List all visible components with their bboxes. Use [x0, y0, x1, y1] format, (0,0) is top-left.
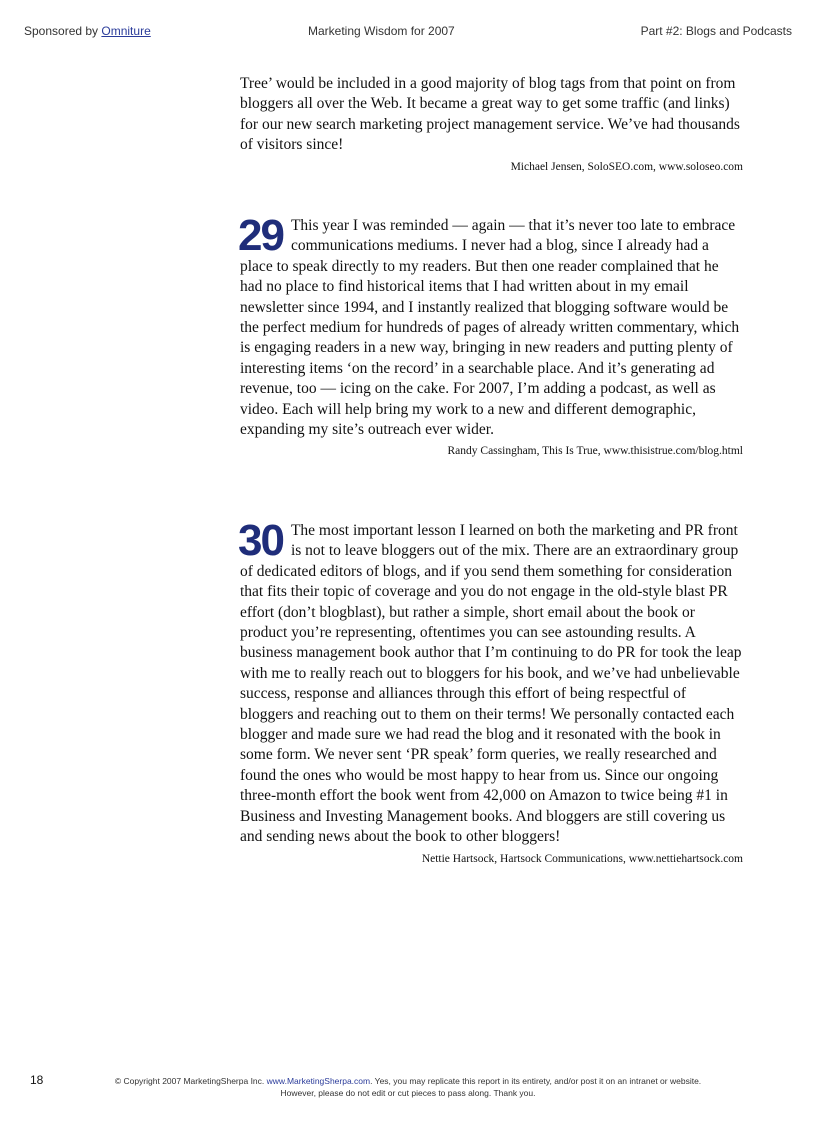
entry-attribution: Randy Cassingham, This Is True, www.thisistrue.com/blog.html: [447, 445, 743, 458]
entry-text: The most important lesson I learned on both the marketing and PR front is not to leave bloggers out of the mix. There are an extraordinary group of dedicated editors of blogs, and if you send them something for consideration that fits their topic of coverage and you do not engage in the old-style blast PR effort (don’t blogblast), but rather a simple, short email about the book or product you’re representing, oftentimes you can see astounding results. A business management book author that I’m continuing to do PR for took the leap with me to really reach out to bloggers for his book, and we’ve had unbelievable success, response and alliances through this effort of being respectful of bloggers and reaching out to them on their terms! We personally contacted each blogger and made sure we had read the blog and it resonated with the book in some form. We never sent ‘PR speak’ form queries, we really researched and found the ones who would be most happy to hear from us. Since our ongoing three-month effort the book went from 42,000 on Amazon to twice being #1 in Business and Investing Management books. And bloggers are still covering us and sending news about the book to other bloggers!: [240, 522, 742, 846]
intro-block: [240, 74, 743, 174]
marketingsherpa-link[interactable]: www.MarketingSherpa.com: [266, 1076, 371, 1086]
entry-attribution: Nettie Hartsock, Hartsock Communications, www.nettiehartsock.com: [421, 852, 743, 865]
entry-29: [238, 211, 743, 458]
header-section: Part #2: Blogs and Podcasts: [640, 24, 792, 38]
copyright-prefix: © Copyright 2007 MarketingSherpa Inc.: [114, 1076, 267, 1086]
page-number: 18: [30, 1073, 44, 1087]
copyright-line-1: [80, 1075, 736, 1087]
page-header: [24, 24, 792, 40]
copyright-footer: [80, 1075, 736, 1099]
header-title: Marketing Wisdom for 2007: [308, 24, 455, 38]
copyright-suffix: . Yes, you may replicate this report in its entirety, and/or post it on an intranet or website.: [370, 1076, 702, 1086]
copyright-line-2: However, please do not edit or cut pieces to pass along. Thank you.: [280, 1088, 536, 1098]
entry-number: 30: [238, 516, 283, 565]
entry-number: 29: [238, 211, 283, 260]
intro-text: Tree’ would be included in a good majority of blog tags from that point on from bloggers all over the Web. It became a great way to get some traffic (and links) for our new search marketing project management service. We’ve had thousands of visitors since!: [240, 75, 740, 154]
sponsored-prefix: Sponsored by: [24, 24, 102, 38]
sponsor-line: [24, 24, 151, 38]
sponsor-link[interactable]: Omniture: [101, 24, 151, 38]
entry-30: [238, 516, 743, 866]
intro-attribution: Michael Jensen, SoloSEO.com, www.soloseo.com: [510, 160, 743, 173]
entry-text: This year I was reminded — again — that it’s never too late to embrace communications mediums. I never had a blog, since I already had a place to speak directly to my readers. But then one reader complained that he had no place to find historical items that I had written about in my email newsletter since 1994, and I instantly realized that blogging software would be the perfect medium for hundreds of pages of already written commentary, which is engaging readers in a new way, bringing in new readers and putting plenty of interesting items ‘on the record’ in a searchable place. And it’s generating ad revenue, too — icing on the cake. For 2007, I’m adding a podcast, as well as video. Each will help bring my work to a new and different demographic, expanding my site’s outreach ever wider.: [240, 217, 740, 439]
